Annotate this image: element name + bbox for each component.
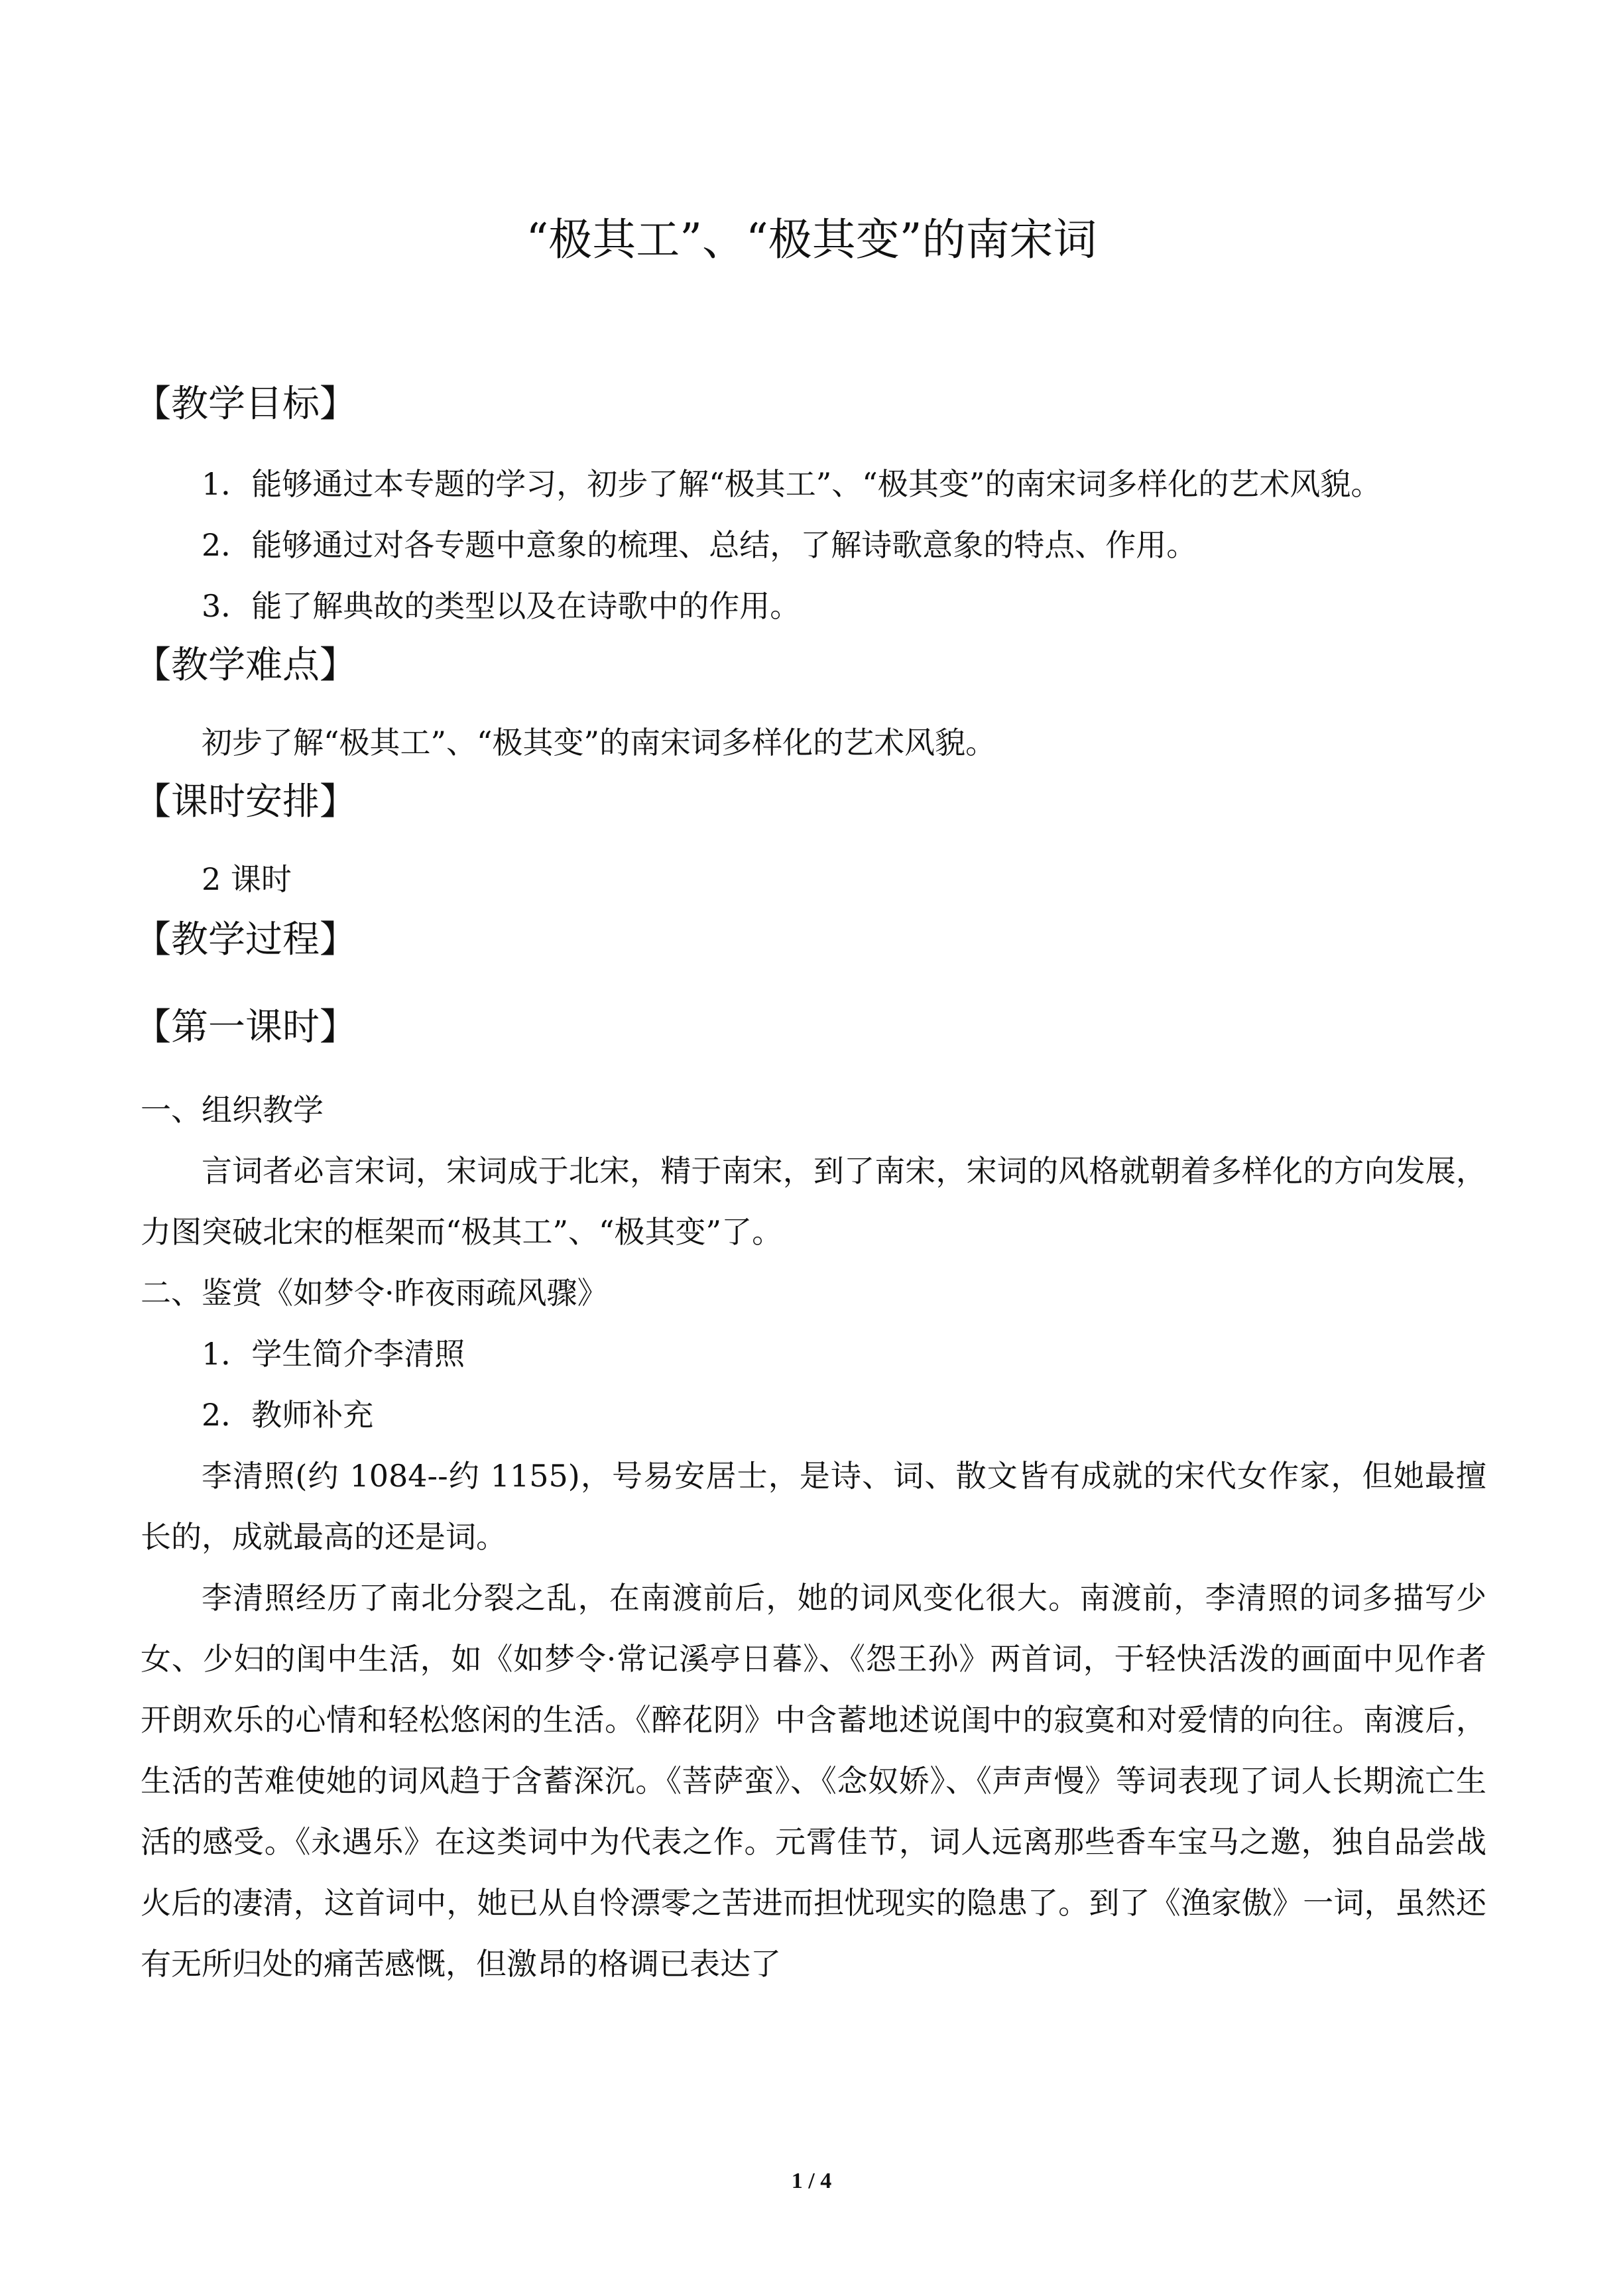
difficulty-text: 初步了解“极其工”、“极其变”的南宋词多样化的艺术风貌。 <box>202 725 996 760</box>
goal-item-1: 1．能够通过本专题的学习，初步了解“极其工”、“极其变”的南宋词多样化的艺术风貌。 <box>202 466 1382 502</box>
heading-teaching-difficulty: 【教学难点】 <box>134 644 357 687</box>
part-two-title: 二、鉴赏《如梦令·昨夜雨疏风骤》 <box>141 1275 608 1311</box>
li-qingzhao-style: 李清照经历了南北分裂之乱，在南渡前后，她的词风变化很大。南渡前，李清照的词多描写少女、少妇的闺中生活，如《如梦令·常记溪亭日暮》、《怨王孙》两首词，于轻快活泼的画面中见作者开朗欢乐的心情和轻松悠闲的生活。《醉花阴》中含蓄地述说闺中的寂寞和对爱情的向往。南渡后，生活的苦难使她的词风趋于含蓄深沉。《菩萨蛮》、《念奴娇》、《声声慢》等词表现了词人长期流亡生活的感受。《永遇乐》在这类词中为代表之作。元霄佳节，词人远离那些香车宝马之邀，独自品尝战火后的凄清，这首词中，她已从自怜漂零之苦进而担忧现实的隐患了。到了《渔家傲》一词，虽然还有无所归处的痛苦感慨，但激昂的格调已表达了 <box>141 1580 1486 1982</box>
heading-teaching-process: 【教学过程】 <box>134 918 357 961</box>
schedule-text: 2 课时 <box>202 861 292 897</box>
document-body <box>134 378 1486 1994</box>
heading-schedule: 【课时安排】 <box>134 780 357 823</box>
part-one-title: 一、组织教学 <box>141 1092 324 1128</box>
heading-lesson-one: 【第一课时】 <box>134 1006 357 1049</box>
goal-item-3: 3．能了解典故的类型以及在诗歌中的作用。 <box>202 588 801 624</box>
document-title: “极其工”、“极其变”的南宋词 <box>526 214 1097 265</box>
part-two-item-1: 1．学生简介李清照 <box>202 1336 465 1372</box>
goal-item-2: 2．能够通过对各专题中意象的梳理、总结，了解诗歌意象的特点、作用。 <box>202 527 1197 563</box>
li-qingzhao-intro: 李清照(约 1084--约 1155)，号易安居士，是诗、词、散文皆有成就的宋代女作家，但她最擅长的，成就最高的还是词。 <box>141 1458 1486 1555</box>
page-number: 1 / 4 <box>791 2169 832 2193</box>
part-one-text: 言词者必言宋词，宋词成于北宋，精于南宋，到了南宋，宋词的风格就朝着多样化的方向发展，力图突破北宋的框架而“极其工”、“极其变”了。 <box>141 1153 1486 1250</box>
part-two-item-2: 2．教师补充 <box>202 1397 374 1433</box>
heading-teaching-goals: 【教学目标】 <box>134 383 357 426</box>
